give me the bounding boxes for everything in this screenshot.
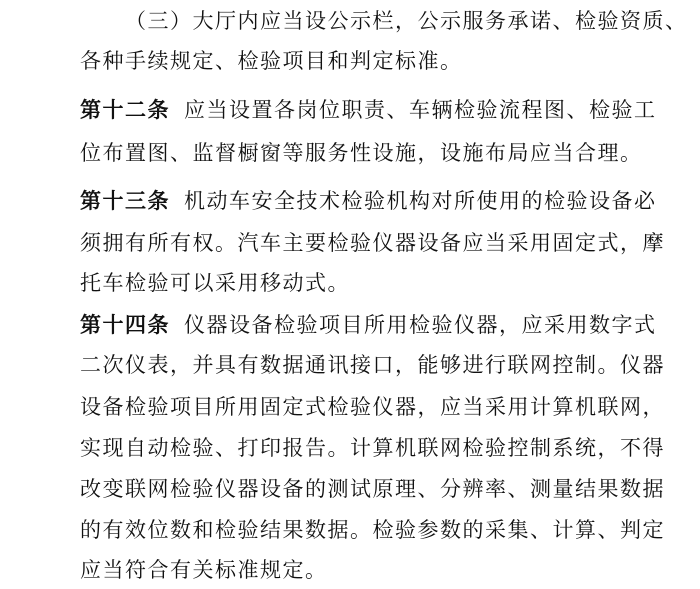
article-14-line-5 (80, 474, 665, 504)
article-13-text-2: 须拥有所有权。汽车主要检验仪器设备应当采用固定式，摩 (80, 231, 665, 255)
article-14-text-5: 改变联网检验仪器设备的测试原理、分辨率、测量结果数据 (80, 477, 665, 501)
article-14-line-3 (80, 392, 665, 422)
article-14-text-3: 设备检验项目所用固定式检验仪器，应当采用计算机联网， (80, 395, 665, 419)
item-3-text-2: 各种手续规定、检验项目和判定标准。 (80, 49, 463, 73)
article-13-heading: 第十三条 (80, 189, 170, 213)
item-3-line-1 (125, 6, 688, 36)
article-14-text-1: 仪器设备检验项目所用检验仪器，应采用数字式 (184, 313, 657, 337)
article-13-line-1 (80, 186, 657, 216)
article-13-text-3: 托车检验可以采用移动式。 (80, 271, 350, 295)
article-12-text-1: 应当设置各岗位职责、车辆检验流程图、检验工 (184, 98, 657, 122)
article-12-line-1 (80, 95, 657, 125)
article-14-heading: 第十四条 (80, 313, 170, 337)
article-12-heading: 第十二条 (80, 98, 170, 122)
article-13-text-1: 机动车安全技术检验机构对所使用的检验设备必 (184, 189, 657, 213)
article-14-line-4 (80, 433, 665, 463)
article-14-text-4: 实现自动检验、打印报告。计算机联网检验控制系统，不得 (80, 436, 665, 460)
article-14-text-2: 二次仪表，并具有数据通讯接口，能够进行联网控制。仪器 (80, 353, 665, 377)
article-13-line-3 (80, 268, 350, 298)
article-14-line-2 (80, 350, 665, 380)
article-14-line-1 (80, 310, 657, 340)
article-14-line-7 (80, 555, 328, 585)
article-14-text-6: 的有效位数和检验结果数据。检验参数的采集、计算、判定 (80, 518, 665, 542)
item-3-text-1: （三）大厅内应当设公示栏，公示服务承诺、检验资质、 (125, 9, 688, 33)
article-13-line-2 (80, 228, 665, 258)
article-12-line-2 (80, 138, 643, 168)
article-14-line-6 (80, 515, 665, 545)
article-14-text-7: 应当符合有关标准规定。 (80, 558, 328, 582)
article-12-text-2: 位布置图、监督橱窗等服务性设施，设施布局应当合理。 (80, 141, 643, 165)
item-3-line-2 (80, 46, 463, 76)
